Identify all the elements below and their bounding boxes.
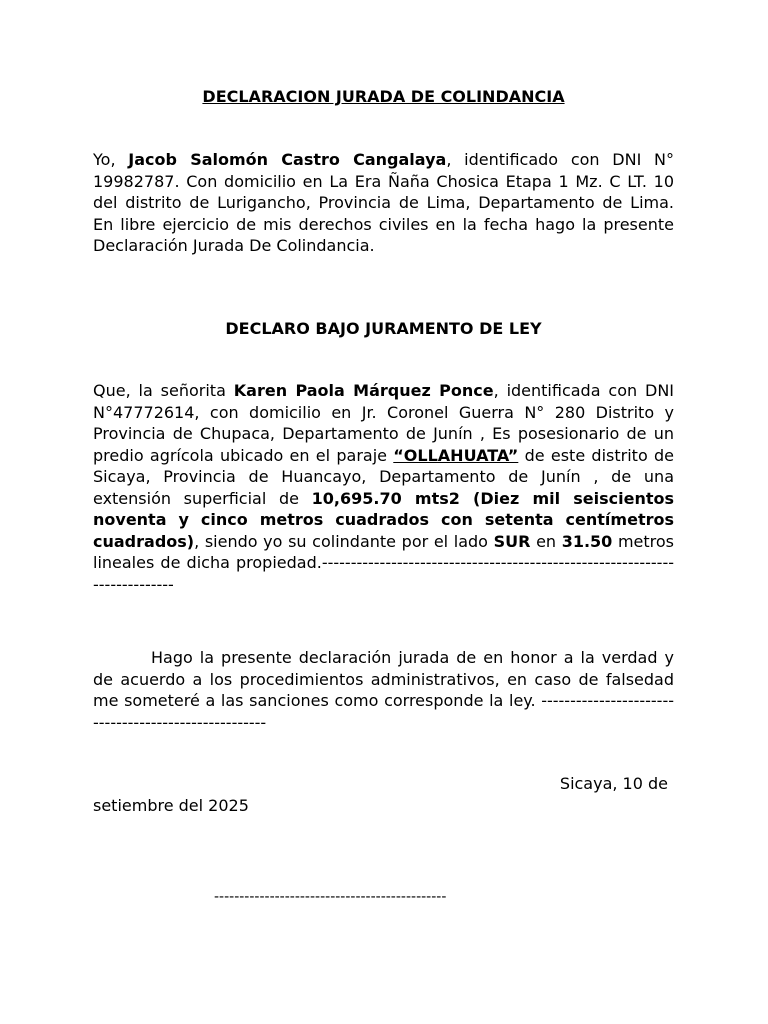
p1-text-1: Yo, <box>93 150 129 169</box>
document-title: DECLARACION JURADA DE COLINDANCIA <box>202 87 565 106</box>
p2-text-6: metros lineales de dicha propiedad.--------------------------------------------------------------------------- <box>93 531 675 594</box>
oath-heading: DECLARO BAJO JURAMENTO DE LEY <box>225 319 542 338</box>
p2-text-4: , siendo yo su colindante por el lado <box>194 531 494 551</box>
boundary-side: SUR <box>493 531 531 551</box>
signature-line: ---------------------------------------------- <box>214 889 447 905</box>
place-date-line-1: Sicaya, 10 de <box>559 774 668 793</box>
neighbor-paragraph <box>93 380 674 595</box>
declarant-name: Jacob Salomón Castro Cangalaya <box>128 150 447 169</box>
place-date-line-2: setiembre del 2025 <box>93 795 249 815</box>
p2-text-5: en <box>530 531 562 551</box>
declarant-paragraph <box>93 149 674 257</box>
property-area: 10,695.70 mts2 (Diez mil seiscientos noventa y cinco metros cuadrados con setenta centímetros cuadrados) <box>93 488 674 551</box>
p2-text-1: Que, la señorita <box>93 381 234 400</box>
p2-text-3: de este distrito de Sicaya, Provincia de Huancayo, Departamento de Junín , de una extensión superficial de <box>93 445 674 508</box>
p1-text-2: , identificado con DNI N° 19982787. Con domicilio en La Era Ñaña Chosica Etapa 1 Mz. C LT. 10 del distrito de Lurigancho, Provincia de Lima, Departamento de Lima. En libre ejercicio de mis derechos civiles en la fecha hago la presente Declaración Jurada De Colindancia. <box>93 150 675 255</box>
place-date <box>93 773 674 816</box>
p2-text-2: , identificada con DNI N°47772614, con domicilio en Jr. Coronel Guerra N° 280 Distrito y Provincia de Chupaca, Departamento de Junín , Es posesionario de un predio agrícola ubicado en el paraje <box>93 381 675 465</box>
boundary-length: 31.50 <box>561 531 613 551</box>
p3-text: Hago la presente declaración jurada de en honor a la verdad y de acuerdo a los procedimientos administrativos, en caso de falsedad me someteré a las sanciones como corresponde la ley. ----------------------------------------------------- <box>93 648 674 732</box>
owner-name: Karen Paola Márquez Ponce <box>233 381 494 400</box>
paraje-name: “OLLAHUATA” <box>393 445 519 465</box>
honor-paragraph <box>93 647 674 733</box>
